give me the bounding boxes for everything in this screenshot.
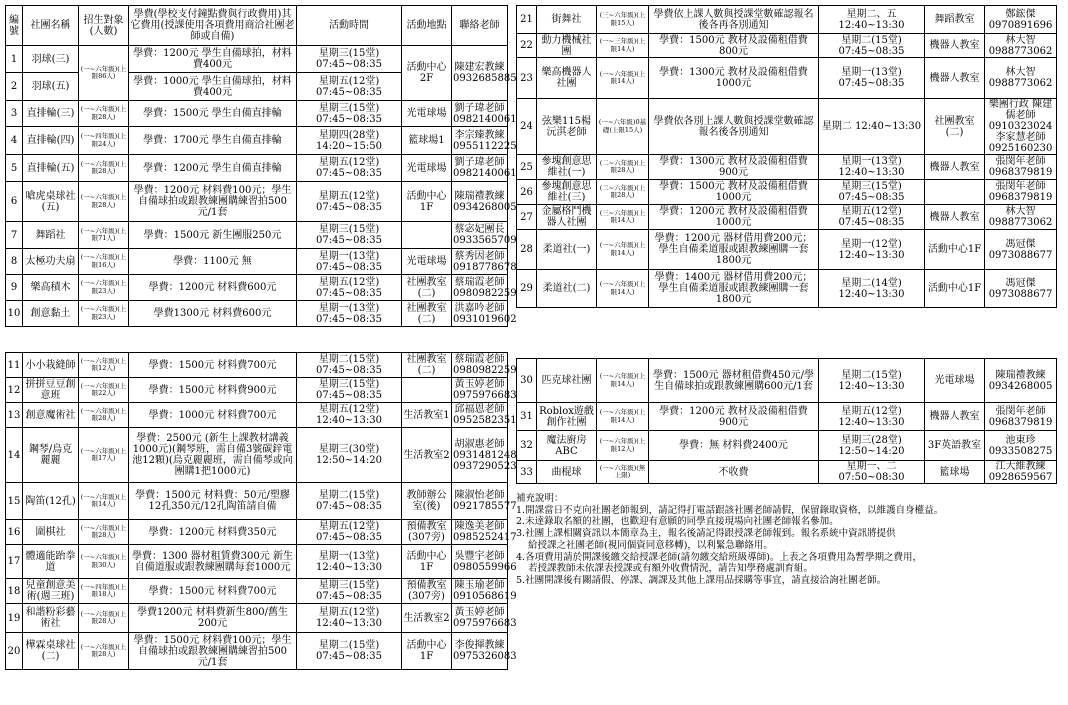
club-name: 直排輪(五) xyxy=(23,155,79,182)
club-no: 4 xyxy=(6,127,23,155)
club-target: (一~六年級)(上限28人) xyxy=(79,604,129,633)
club-place: 機器人教室 xyxy=(925,34,985,58)
club-target: (一~六年級)(上限14人) xyxy=(597,58,649,99)
club-no: 26 xyxy=(517,180,537,205)
table-row xyxy=(517,270,1057,308)
club-name: 鋼琴/烏克麗麗 xyxy=(23,428,79,483)
club-teacher: 黃玉婷老師 0975976683 xyxy=(452,604,508,633)
club-place: 社團教室(二) xyxy=(402,353,452,378)
club-no: 16 xyxy=(6,520,23,545)
club-place: 光電球場 xyxy=(402,249,452,275)
club-fee: 學費：1300 器材租賃費300元 新生自備道服或跟教練團購每套1000元 xyxy=(129,545,297,579)
club-place: 生活教室1 xyxy=(402,403,452,428)
club-no: 22 xyxy=(517,34,537,58)
club-time: 星期一(13堂) 12:40~13:30 xyxy=(819,155,925,180)
table-row xyxy=(6,353,508,378)
club-table-4 xyxy=(516,358,1057,484)
club-place: 活動中心1F xyxy=(925,270,985,308)
club-teacher: 江大維教練 0928659567 xyxy=(985,461,1057,484)
club-rows-2 xyxy=(6,353,517,670)
club-place: 活動中心1F xyxy=(402,545,452,579)
table-row xyxy=(517,205,1057,230)
club-fee: 學費：1200元 教材及設備租借費900元 xyxy=(649,403,819,431)
club-no: 6 xyxy=(6,182,23,222)
club-teacher: 鄭鋐傑 0970891696 xyxy=(985,6,1057,34)
header-time: 活動時間 xyxy=(297,6,402,46)
club-name: 太極功夫扇 xyxy=(23,249,79,275)
note-item: 1.開課當日不克向社團老師報到，請記得打電話跟該社團老師請假，保留錄取資格，以維護自身權益。 xyxy=(516,504,944,516)
club-teacher: 陳建宏教練 0932685885 xyxy=(452,46,508,101)
club-table-1 xyxy=(5,5,517,327)
club-teacher: 陳瑞禮教練 0934268005 xyxy=(452,182,508,222)
club-rows-4 xyxy=(517,359,1057,484)
table-row xyxy=(517,403,1057,431)
club-teacher: 陳逸美老師 0985252417 xyxy=(453,521,517,543)
club-target: (一~六年級)(上限14人) xyxy=(79,483,129,520)
club-time: 星期二(15堂) 07:45~08:35 xyxy=(297,633,402,670)
club-time: 星期三(15堂) 07:45~08:35 xyxy=(819,180,925,205)
club-target: (二~六年級)(上限28人) xyxy=(597,155,649,180)
notes-section xyxy=(516,493,1056,587)
club-name: 街舞社 xyxy=(537,6,597,34)
table-row xyxy=(6,378,508,403)
club-place: 生活教室2 xyxy=(402,428,452,483)
club-no: 14 xyxy=(6,428,23,483)
club-target: (一~六年級)(上限86人) xyxy=(79,46,129,101)
club-teacher: 劉子瑋老師 0982140061 xyxy=(453,102,517,125)
club-place: 光電球場 xyxy=(402,155,452,182)
note-item: 2.未達錄取名額的社團，也歡迎有意願的同學直接現場向社團老師報名參加。 xyxy=(516,516,839,528)
club-time: 星期五(12堂) 07:45~08:35 xyxy=(297,73,402,101)
club-fee: 學費：1500元 材料費100元；學生自備球拍或跟教練團購練習拍500元/1套 xyxy=(129,633,297,670)
header-name: 社團名稱 xyxy=(23,6,79,46)
table-row xyxy=(517,6,1057,34)
table-row xyxy=(6,155,508,182)
club-name: 參塊創意思維社(三) xyxy=(537,180,597,205)
club-place: 生活教室2 xyxy=(402,604,452,633)
club-no: 13 xyxy=(6,403,23,428)
club-place: 光電球場 xyxy=(925,359,985,403)
club-target: (一~六年級)(上限30人) xyxy=(79,545,129,579)
club-time: 星期二 12:40~13:30 xyxy=(819,99,925,155)
club-target: (一~六年級)0基礎(上限15人) xyxy=(597,99,649,155)
club-name: 創意黏土 xyxy=(23,301,79,327)
club-name: 嗆虎桌球社(五) xyxy=(23,182,79,222)
club-teacher: 黃玉婷老師 0975976683 xyxy=(453,379,517,401)
club-name: 羽球(五) xyxy=(23,73,79,101)
club-target: (一~三年級)(上限14人) xyxy=(597,34,649,58)
table-row xyxy=(517,34,1057,58)
club-target: (一~六年級)(上限12人) xyxy=(79,353,129,378)
club-teacher: 蔡瑞霞老師 0980982259 xyxy=(453,276,517,299)
club-no: 30 xyxy=(517,359,537,403)
club-name: 樂高機器人社團 xyxy=(537,58,597,99)
club-name: 小小栽縫師 xyxy=(23,353,79,378)
club-fee: 學費：1500元 器材租借費450元/學生自備球拍或跟教練團購600元/1套 xyxy=(649,359,819,403)
club-teacher: 洪嘉吟老師 0931019602 xyxy=(453,302,517,325)
club-target: (一~六年級)(上限14人) xyxy=(597,359,649,403)
club-name: 魔法廚房ABC xyxy=(537,431,597,461)
club-place: 活動中心2F xyxy=(402,46,452,101)
club-time: 星期五(12堂) 07:45~08:35 xyxy=(297,155,402,182)
club-target: (一~六年級)(上限28人) xyxy=(79,520,129,545)
table-row xyxy=(6,633,508,670)
club-target: (一~六年級)(上限71人) xyxy=(79,222,129,249)
club-time: 星期一(13堂) 07:45~08:35 xyxy=(297,249,402,275)
club-time: 星期三(15堂) 07:45~08:35 xyxy=(297,101,402,127)
club-name: 金屬格鬥機器人社團 xyxy=(537,205,597,230)
club-place: 機器人教室 xyxy=(925,403,985,431)
club-target: (一~六年級)(無上限) xyxy=(597,461,649,484)
club-target: (三~六年級)(上限15人) xyxy=(597,6,649,34)
club-time: 星期一(13堂) 07:45~08:35 xyxy=(297,301,402,327)
table-row xyxy=(6,182,508,222)
club-name: 陶笛(12孔) xyxy=(23,483,79,520)
club-rows-3 xyxy=(517,6,1057,308)
club-target: (三~六年級)(上限14人) xyxy=(597,205,649,230)
club-no: 23 xyxy=(517,58,537,99)
club-no: 8 xyxy=(6,249,23,275)
club-place: 社團教室(二) xyxy=(402,275,452,301)
table-row xyxy=(517,99,1057,155)
club-fee: 學費：1300元 教材及設備租借費900元 xyxy=(649,155,819,180)
table-row xyxy=(517,180,1057,205)
club-fee: 學費：1200元 材料費600元 xyxy=(129,275,297,301)
club-no: 17 xyxy=(6,545,23,579)
note-item: 3.社團上課相關資訊以本簡章為主，報名後請記得跟授課老師報到。報名系統中資訊將提供 xyxy=(516,528,896,540)
club-time: 星期一、二 07:50~08:30 xyxy=(819,461,925,484)
club-name: 體適能跆拳道 xyxy=(23,545,79,579)
club-time: 星期三(15堂) 07:45~08:35 xyxy=(297,579,402,604)
club-target: (一~六年級)(上限14人) xyxy=(597,403,649,431)
table-row xyxy=(6,579,508,604)
club-fee: 學費：1500元 學生自備直排輪 xyxy=(129,101,297,127)
club-name: 動力機械社團 xyxy=(537,34,597,58)
club-name: 拼拼豆豆創意班 xyxy=(23,378,79,403)
club-teacher: 李俊揮教練 0975326083 xyxy=(452,633,508,670)
club-place: 機器人教室 xyxy=(925,205,985,230)
table-row xyxy=(6,101,508,127)
club-no: 7 xyxy=(6,222,23,249)
club-name: 直排輪(四) xyxy=(23,127,79,155)
club-fee: 學費1300元 材料費600元 xyxy=(129,301,297,327)
club-name: 弦樂115楊沅淇老師 xyxy=(537,99,597,155)
club-table-2 xyxy=(5,352,517,670)
club-target: (二~六年級)(上限28人) xyxy=(597,180,649,205)
club-target: (一~四年級)(上限18人) xyxy=(79,579,129,604)
club-no: 3 xyxy=(6,101,23,127)
club-name: 匹克球社團 xyxy=(537,359,597,403)
club-name: 和諧粉彩藝術社 xyxy=(23,604,79,633)
club-place: 教師辦公室(後) xyxy=(402,483,452,520)
table-row xyxy=(6,428,508,483)
club-time: 星期五(12堂) 12:40~13:30 xyxy=(819,403,925,431)
club-place: 光電球場 xyxy=(402,101,452,127)
club-fee: 學費：1500元 材料費700元 xyxy=(129,353,297,378)
club-no: 21 xyxy=(517,6,537,34)
table-row xyxy=(517,230,1057,270)
club-place: 預備教室(307旁) xyxy=(402,579,452,604)
club-place xyxy=(402,222,452,249)
club-fee: 學費：1500元 教材及設備租借費1000元 xyxy=(649,180,819,205)
club-no: 29 xyxy=(517,270,537,308)
table-row xyxy=(517,431,1057,461)
club-teacher: 馮冠傑 0973088677 xyxy=(985,270,1057,308)
notes-title: 補充說明： xyxy=(516,493,564,504)
club-target: (一~六年級)(上限22人) xyxy=(79,378,129,403)
club-teacher: 池東珍 0933508275 xyxy=(985,431,1057,461)
club-rows-1 xyxy=(6,46,517,327)
club-place: 籃球場 xyxy=(925,461,985,484)
club-fee: 學費依上課人數與授課堂數確認報名後各再各別通知 xyxy=(649,6,819,34)
club-name: 兒童創意美術(週三班) xyxy=(23,579,79,604)
club-name: 直排輪(三) xyxy=(23,101,79,127)
club-no: 9 xyxy=(6,275,23,301)
club-teacher: 林大智 0988773062 xyxy=(985,34,1057,58)
table-row xyxy=(6,46,508,73)
club-target: (一~六年級)(上限17人) xyxy=(79,428,129,483)
club-teacher: 張閔年老師 0968379819 xyxy=(985,403,1057,431)
club-place xyxy=(925,180,985,205)
club-place: 活動中心1F xyxy=(402,182,452,222)
club-no: 19 xyxy=(6,604,23,633)
table-row xyxy=(517,58,1057,99)
club-target: (一~六年級)(上限16人) xyxy=(79,249,129,275)
table-row xyxy=(6,222,508,249)
club-fee: 學費：1000元 學生自備球拍，材料費400元 xyxy=(129,73,297,101)
club-name: 曲棍球 xyxy=(537,461,597,484)
club-fee: 學費：1500元 材料費：50元/塑膠12孔350元/12孔陶笛請自備 xyxy=(129,483,297,520)
table-row xyxy=(6,545,508,579)
club-name: 樂高積木 xyxy=(23,275,79,301)
club-time: 星期二(15堂) 07:45~08:35 xyxy=(819,34,925,58)
club-no: 2 xyxy=(6,73,23,101)
club-teacher: 陳瑞禮教練 0934268005 xyxy=(985,359,1057,403)
club-name: Roblox遊戲創作社團 xyxy=(537,403,597,431)
club-target: (一~六年級)(上限28人) xyxy=(79,633,129,670)
note-item: 5.社團開課後有關請假、停課、調課及其他上課用品採購等事宜，請直接洽詢社團老師。 xyxy=(516,574,887,586)
club-no: 10 xyxy=(6,301,23,327)
club-target: (一~六年級)(上限28人) xyxy=(79,155,129,182)
club-fee: 學費：無 材料費2400元 xyxy=(649,431,819,461)
club-fee: 學費依各別上課人數與授課堂數確認報名後各別通知 xyxy=(649,99,819,155)
club-target: (一~六年級)(上限14人) xyxy=(597,270,649,308)
note-item: 若授課教師未依課表授課或有額外收費情況，請告知學務處訓育組。 xyxy=(528,563,814,575)
club-target: (一~四年級)(上限24人) xyxy=(79,127,129,155)
club-name: 圍棋社 xyxy=(23,520,79,545)
club-place: 機器人教室 xyxy=(925,58,985,99)
club-time: 星期五(12堂) 07:45~08:35 xyxy=(297,520,402,545)
club-target: (一~六年級)(上限14人) xyxy=(597,230,649,270)
club-target: (一~六年級)(上限28人) xyxy=(79,182,129,222)
club-teacher: 蔡秀因老師 0918778678 xyxy=(453,250,517,273)
club-time: 星期三(15堂) 07:45~08:35 xyxy=(297,222,402,249)
club-place: 社團教室(二) xyxy=(925,99,985,155)
club-time: 星期二(15堂) 07:45~08:35 xyxy=(297,483,402,520)
table-row xyxy=(6,483,508,520)
table-row xyxy=(6,301,508,327)
club-teacher: 吳豐宇老師 0980559966 xyxy=(452,545,508,579)
club-teacher: 劉子瑋老師 0982140061 xyxy=(452,155,508,182)
club-name: 羽球(三) xyxy=(23,46,79,73)
club-no: 24 xyxy=(517,99,537,155)
club-teacher: 樂團行政 陳建儒老師 0910323024 李家慧老師 0925160230 xyxy=(985,99,1057,155)
club-no: 33 xyxy=(517,461,537,484)
club-place: 籃球場1 xyxy=(402,127,452,155)
club-time: 星期一(13堂) 07:45~08:35 xyxy=(819,58,925,99)
club-target: (一~六年級)(上限28人) xyxy=(79,101,129,127)
club-no: 28 xyxy=(517,230,537,270)
club-name: 創意魔術社 xyxy=(23,403,79,428)
header-target: 招生對象(人數) xyxy=(79,6,129,46)
club-teacher: 邱福恩老師 0952582351 xyxy=(453,404,517,426)
club-name: 舞蹈社 xyxy=(23,222,79,249)
club-no: 15 xyxy=(6,483,23,520)
club-fee: 不收費 xyxy=(649,461,819,484)
club-time: 星期二、五 12:40~13:30 xyxy=(819,6,925,34)
club-time: 星期一(13堂) 12:40~13:30 xyxy=(297,545,402,579)
note-item: 給授課之社團老師(視同個資同意移轉)，以利緊急聯絡用。 xyxy=(528,539,773,551)
note-item: 4.各項費用請於開課後繳交給授課老師(請勿繳交給班級導師)。上表之各項費用為暫學期之費用， xyxy=(516,551,922,563)
club-time: 星期三(15堂) 07:45~08:35 xyxy=(297,378,402,403)
table-row xyxy=(517,359,1057,403)
header-fee: 學費(學校支付鐘點費與行政費用)其它費用(授課使用各項費用商洽社團老師或自備) xyxy=(129,6,297,46)
club-fee: 學費1200元 材料費新生800/舊生200元 xyxy=(129,604,297,633)
club-teacher: 張閔年老師 0968379819 xyxy=(985,180,1057,205)
club-no: 25 xyxy=(517,155,537,180)
club-fee: 學費：1200元 學生自備直排輪 xyxy=(129,155,297,182)
club-time: 星期五(12堂) 07:45~08:35 xyxy=(297,275,402,301)
table-row xyxy=(517,155,1057,180)
club-teacher: 林大智 0988773062 xyxy=(985,205,1057,230)
club-name: 參塊創意思維社(一) xyxy=(537,155,597,180)
club-name: 柔道社(一) xyxy=(537,230,597,270)
header-no: 編號 xyxy=(6,6,23,46)
club-time: 星期五(12堂) 12:40~13:30 xyxy=(297,403,402,428)
table-row xyxy=(517,461,1057,484)
club-fee: 學費：1500元 新生團服250元 xyxy=(129,222,297,249)
club-place: 機器人教室 xyxy=(925,155,985,180)
club-fee: 學費：1700元 學生自備直排輪 xyxy=(129,127,297,155)
club-fee: 學費：1200元 材料費100元；學生自備球拍或跟教練團購練習拍500元/1套 xyxy=(129,182,297,222)
club-teacher: 蔡瑞霞老師 0980982259 xyxy=(453,354,517,376)
club-place xyxy=(402,378,452,403)
club-time: 星期五(12堂) 07:45~08:35 xyxy=(819,205,925,230)
club-teacher: 陳玉瑜老師 0910568619 xyxy=(453,580,517,602)
club-fee: 學費：1200元 教材及設備租借費1000元 xyxy=(649,205,819,230)
club-no: 5 xyxy=(6,155,23,182)
club-teacher: 李宗臻教練 0955112225 xyxy=(452,127,508,155)
club-no: 20 xyxy=(6,633,23,670)
club-fee: 學費：1500元 材料費900元 xyxy=(129,378,297,403)
club-target: (一~六年級)(上限12人) xyxy=(597,431,649,461)
club-time: 星期五(12堂) 07:45~08:35 xyxy=(297,182,402,222)
club-time: 星期二(15堂) 07:45~08:35 xyxy=(297,353,402,378)
club-time: 星期三(15堂) 07:45~08:35 xyxy=(297,46,402,73)
club-no: 31 xyxy=(517,403,537,431)
club-fee: 學費：1500元 材料費700元 xyxy=(129,579,297,604)
club-target: (一~六年級)(上限28人) xyxy=(79,403,129,428)
club-fee: 學費：1200元 器材借用費200元；學生自備柔道服或跟教練團購一套1800元 xyxy=(649,230,819,270)
table-row xyxy=(6,604,508,633)
header-place: 活動地點 xyxy=(402,6,452,46)
club-time: 星期五(12堂) 12:40~13:30 xyxy=(297,604,402,633)
club-no: 27 xyxy=(517,205,537,230)
club-name: 樺霖桌球社(二) xyxy=(23,633,79,670)
header-teacher: 聯絡老師 xyxy=(452,6,508,46)
club-time: 星期二(14堂) 12:40~13:30 xyxy=(819,270,925,308)
club-place: 舞蹈教室 xyxy=(925,6,985,34)
table-row xyxy=(6,520,508,545)
club-fee: 學費：2500元 (新生上課教材講義1000元)(鋼琴班，需自備3號碳鋅電池12顆)(烏克麗麗班，需自備琴或向團購1把1000元) xyxy=(129,428,297,483)
club-time: 星期三(28堂) 12:50~14:20 xyxy=(819,431,925,461)
table-row xyxy=(6,275,508,301)
club-teacher: 張閔年老師 0968379819 xyxy=(985,155,1057,180)
club-fee: 學費：1100元 無 xyxy=(129,249,297,275)
club-place: 預備教室(307旁) xyxy=(402,520,452,545)
club-fee: 學費：1200元 學生自備球拍，材料費400元 xyxy=(129,46,297,73)
club-fee: 學費：1300元 教材及設備租借費1000元 xyxy=(649,58,819,99)
club-fee: 學費：1500元 教材及設備租借費800元 xyxy=(649,34,819,58)
club-name: 柔道社(二) xyxy=(537,270,597,308)
table-row xyxy=(6,127,508,155)
club-fee: 學費：1200元 材料費350元 xyxy=(129,520,297,545)
club-time: 星期四(28堂) 14:20~15:50 xyxy=(297,127,402,155)
club-time: 星期一(12堂) 12:40~13:30 xyxy=(819,230,925,270)
club-place: 活動中心1F xyxy=(925,230,985,270)
club-teacher: 馮冠傑 0973088677 xyxy=(985,230,1057,270)
club-teacher: 蔡宓妃團長 0933565709 xyxy=(452,222,508,249)
club-place: 活動中心1F xyxy=(402,633,452,670)
club-no: 11 xyxy=(6,353,23,378)
club-teacher: 陳淑怡老師 0921785577 xyxy=(452,483,508,520)
club-time: 星期二(15堂) 12:40~13:30 xyxy=(819,359,925,403)
club-table-3 xyxy=(516,5,1057,308)
club-place: 社團教室(二) xyxy=(402,301,452,327)
club-teacher: 胡淑惠老師 0931481248 0937290523 xyxy=(452,428,508,483)
club-teacher: 林大智 0988773062 xyxy=(985,58,1057,99)
club-place: 3F英語教室 xyxy=(925,431,985,461)
club-no: 32 xyxy=(517,431,537,461)
club-fee: 學費：1000元 材料費700元 xyxy=(129,403,297,428)
club-target: (一~六年級)(上限23人) xyxy=(79,301,129,327)
club-no: 1 xyxy=(6,46,23,73)
club-time: 星期三(30堂) 12:50~14:20 xyxy=(297,428,402,483)
club-target: (一~六年級)(上限23人) xyxy=(79,275,129,301)
table-row xyxy=(6,403,508,428)
club-no: 18 xyxy=(6,579,23,604)
club-fee: 學費：1400元 器材借用費200元；學生自備柔道服或跟教練團購一套1800元 xyxy=(649,270,819,308)
table-row xyxy=(6,249,508,275)
club-no: 12 xyxy=(6,378,23,403)
